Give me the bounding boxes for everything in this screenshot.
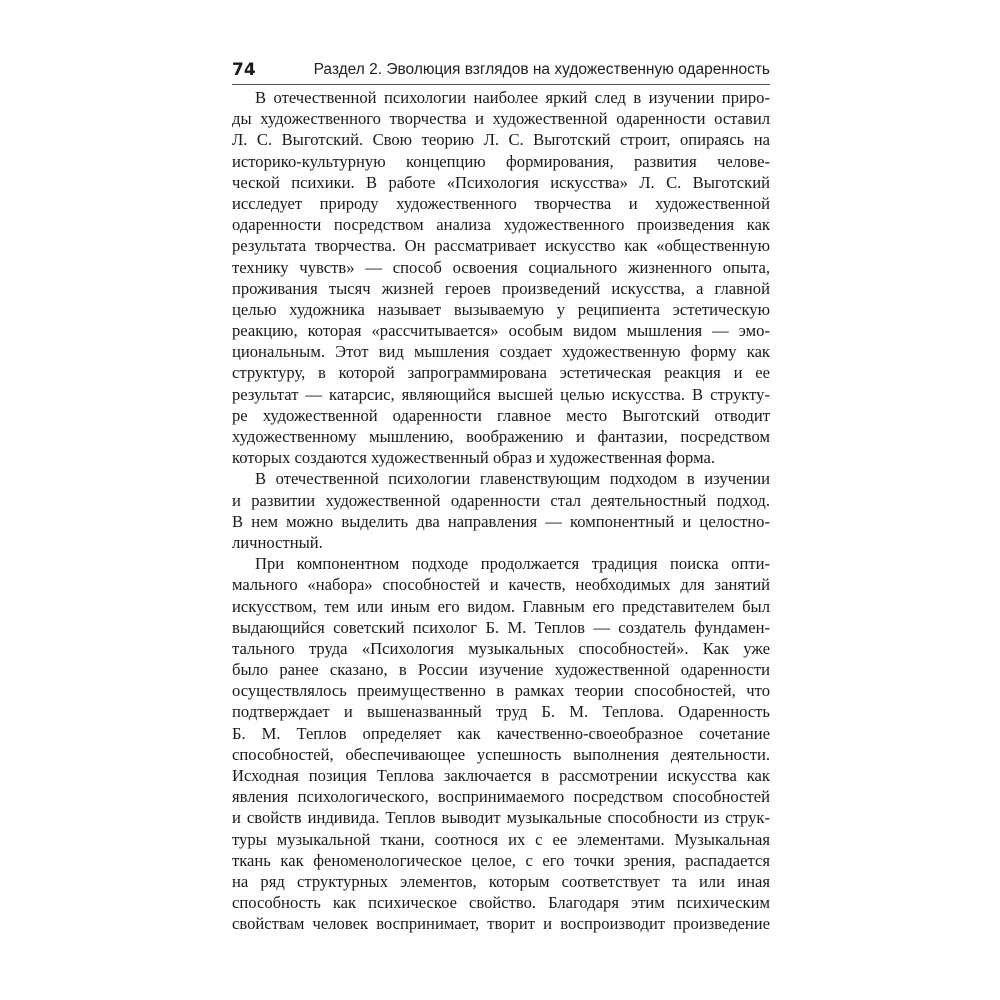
text-line: личностный. <box>232 532 323 552</box>
body-text <box>232 87 770 935</box>
text-line: В нем можно выделить два направления — компонентный и целостно- <box>232 511 770 531</box>
text-line: подтверждает и вышеназванный труд Б. М. Теплова. Одаренность <box>232 702 770 722</box>
paragraph <box>232 553 770 934</box>
text-line: туры музыкальной ткани, соотнося их с ее элементами. Музыкальная <box>232 829 770 849</box>
text-line: тального труда «Психология музыкальных способностей». Как уже <box>232 638 770 658</box>
running-title: Раздел 2. Эволюция взглядов на художественную одаренность <box>313 61 770 78</box>
page-number: 74 <box>232 60 256 80</box>
text-line: результат — катарсис, являющийся высшей целью искусства. В структу- <box>232 384 770 404</box>
text-line: результата творчества. Он рассматривает искусство как «общественную <box>232 236 770 256</box>
paragraph <box>232 468 770 553</box>
running-header <box>232 58 770 85</box>
text-line: которых создаются художественный образ и художественная форма. <box>232 448 715 468</box>
text-line: технику чувств» — способ освоения социального жизненного опыта, <box>232 257 770 277</box>
text-line: одаренности посредством анализа художественного произведения как <box>232 215 770 235</box>
text-line: Исходная позиция Теплова заключается в рассмотрении искусства как <box>232 766 770 785</box>
text-line: мального «набора» способностей и качеств, необходимых для занятий <box>232 575 770 595</box>
text-line: реакцию, которая «рассчитывается» особым видом мышления — эмо- <box>232 321 770 341</box>
text-line: проживания тысяч жизней героев произведений искусства, а главной <box>232 278 770 298</box>
text-line: и свойств индивида. Теплов выводит музыкальные способности из струк- <box>232 808 770 828</box>
text-line: целью художника называет вызываемую у реципиента эстетическую <box>232 299 770 319</box>
text-line: исследует природу художественного творчества и художественной <box>232 193 770 213</box>
text-line: свойствам человек воспринимает, творит и воспроизводит произведение <box>232 914 770 934</box>
text-line: Б. М. Теплов определяет как качественно-своеобразное сочетание <box>232 723 770 743</box>
text-line: историко-культурную концепцию формирования, развития челове- <box>232 151 770 171</box>
text-line: на ряд структурных элементов, которым соответствует та или иная <box>232 871 770 891</box>
text-line: В отечественной психологии наиболее яркий след в изучении приро- <box>255 88 770 107</box>
text-line: ды художественного творчества и художественной одаренности оставил <box>232 109 770 129</box>
text-line: искусством, тем или иным его видом. Главным его представителем был <box>232 596 770 616</box>
text-line: ческой психики. В работе «Психология искусства» Л. С. Выготский <box>232 172 770 192</box>
text-line: ткань как феноменологическое целое, с его точки зрения, распадается <box>232 850 770 870</box>
text-line: выдающийся советский психолог Б. М. Теплов — создатель фундамен- <box>232 617 770 637</box>
text-line: было ранее сказано, в России изучение художественной одаренности <box>232 660 770 680</box>
text-line: и развитии художественной одаренности стал деятельностный подход. <box>232 490 770 510</box>
text-line: циональным. Этот вид мышления создает художественную форму как <box>232 342 770 362</box>
text-line: способностей, обеспечивающее успешность выполнения деятельности. <box>232 744 770 764</box>
text-line: Л. С. Выготский. Свою теорию Л. С. Выготский строит, опираясь на <box>232 130 770 150</box>
paragraph <box>232 87 770 468</box>
text-line: способность как психическое свойство. Благодаря этим психическим <box>232 893 770 913</box>
text-line: явления психологического, воспринимаемого посредством способностей <box>232 787 770 807</box>
text-line: ре художественной одаренности главное место Выготский отводит <box>232 405 770 425</box>
text-line: осуществлялось преимущественно в рамках теории способностей, что <box>232 681 770 701</box>
text-line: В отечественной психологии главенствующим подходом в изучении <box>255 469 770 489</box>
text-line: При компонентном подходе продолжается традиция поиска опти- <box>255 554 770 574</box>
text-line: художественному мышлению, воображению и фантазии, посредством <box>232 427 770 446</box>
text-line: структуру, в которой запрограммирована эстетическая реакция и ее <box>232 363 770 383</box>
